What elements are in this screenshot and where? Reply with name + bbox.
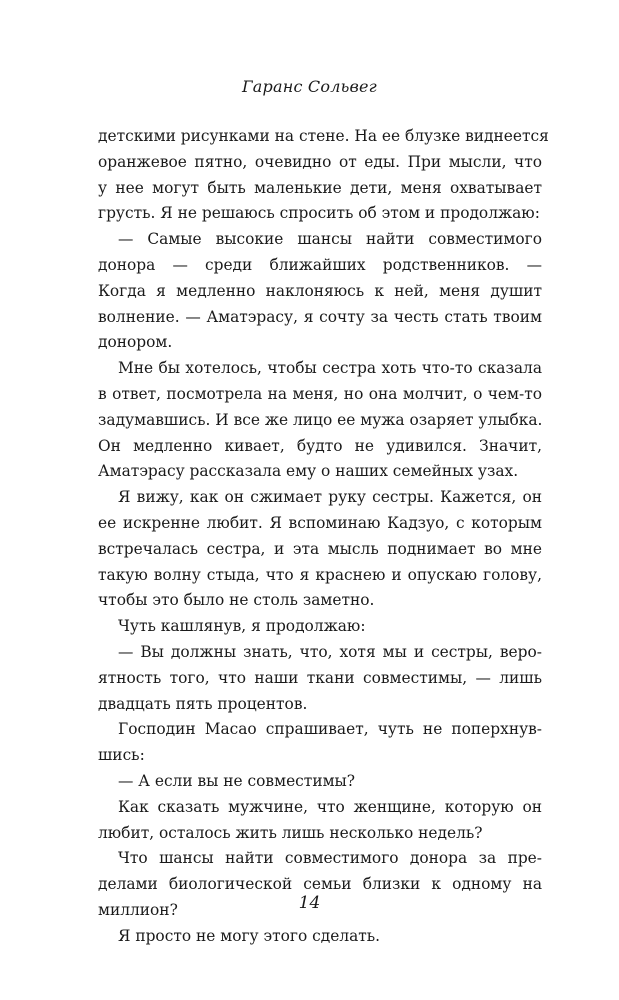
body-text xyxy=(98,124,549,950)
text-line: детскими рисунками на стене. На ее блузке виднеется xyxy=(98,127,549,145)
text-line: донора — среди ближайших родственников. — xyxy=(98,255,542,274)
text-line: миллион? xyxy=(98,900,178,919)
text-line: шись: xyxy=(98,746,145,765)
text-line: грусть. Я не решаюсь спросить об этом и продолжаю: xyxy=(98,204,540,223)
text-line: — Вы должны знать, что, хотя мы и сестры, веро- xyxy=(118,642,542,661)
text-line: Мне бы хотелось, чтобы сестра хоть что-то сказала xyxy=(118,359,542,378)
text-line: Когда я медленно наклоняюсь к ней, меня душит xyxy=(98,281,542,300)
text-line: — А если вы не совместимы? xyxy=(118,771,356,790)
text-line: Господин Масао спрашивает, чуть не поперхнув- xyxy=(118,720,542,739)
text-line: — Самые высокие шансы найти совместимого xyxy=(118,230,542,249)
text-line: ее искренне любит. Я вспоминаю Кадзуо, с которым xyxy=(98,513,542,532)
text-line: в ответ, посмотрела на меня, но она молчит, о чем-то xyxy=(98,384,542,403)
text-line: Чуть кашлянув, я продолжаю: xyxy=(118,617,366,636)
running-title: Гаранс Сольвег xyxy=(242,77,377,96)
text-line: у нее могут быть маленькие дети, меня охватывает xyxy=(98,178,542,197)
text-line: ятность того, что наши ткани совместимы, — лишь xyxy=(98,668,542,687)
text-line: Я просто не могу этого сделать. xyxy=(118,926,381,945)
text-line: любит, осталось жить лишь несколько недель? xyxy=(98,823,483,842)
text-line: задумавшись. И все же лицо ее мужа озаряет улыбка. xyxy=(98,410,543,429)
text-line: двадцать пять процентов. xyxy=(98,694,308,713)
text-line: чтобы это было не столь заметно. xyxy=(98,591,375,610)
text-line: волнение. — Аматэрасу, я сочту за честь стать твоим xyxy=(98,307,542,326)
text-line: Он медленно кивает, будто не удивился. Значит, xyxy=(98,436,542,455)
text-line: делами биологической семьи близки к одному на xyxy=(98,875,542,894)
text-line: Что шансы найти совместимого донора за пре- xyxy=(118,849,542,868)
text-line: Аматэрасу рассказала ему о наших семейных узах. xyxy=(98,462,519,481)
text-line: такую волну стыда, что я краснею и опускаю голову, xyxy=(98,565,542,584)
text-line: донором. xyxy=(98,333,173,352)
text-line: Я вижу, как он сжимает руку сестры. Кажется, он xyxy=(118,488,542,507)
text-line: Как сказать мужчине, что женщине, которую он xyxy=(118,797,542,816)
page-number: 14 xyxy=(298,893,321,913)
text-line: встречалась сестра, и эта мысль поднимает во мне xyxy=(98,539,542,558)
text-line: оранжевое пятно, очевидно от еды. При мысли, что xyxy=(98,152,542,171)
